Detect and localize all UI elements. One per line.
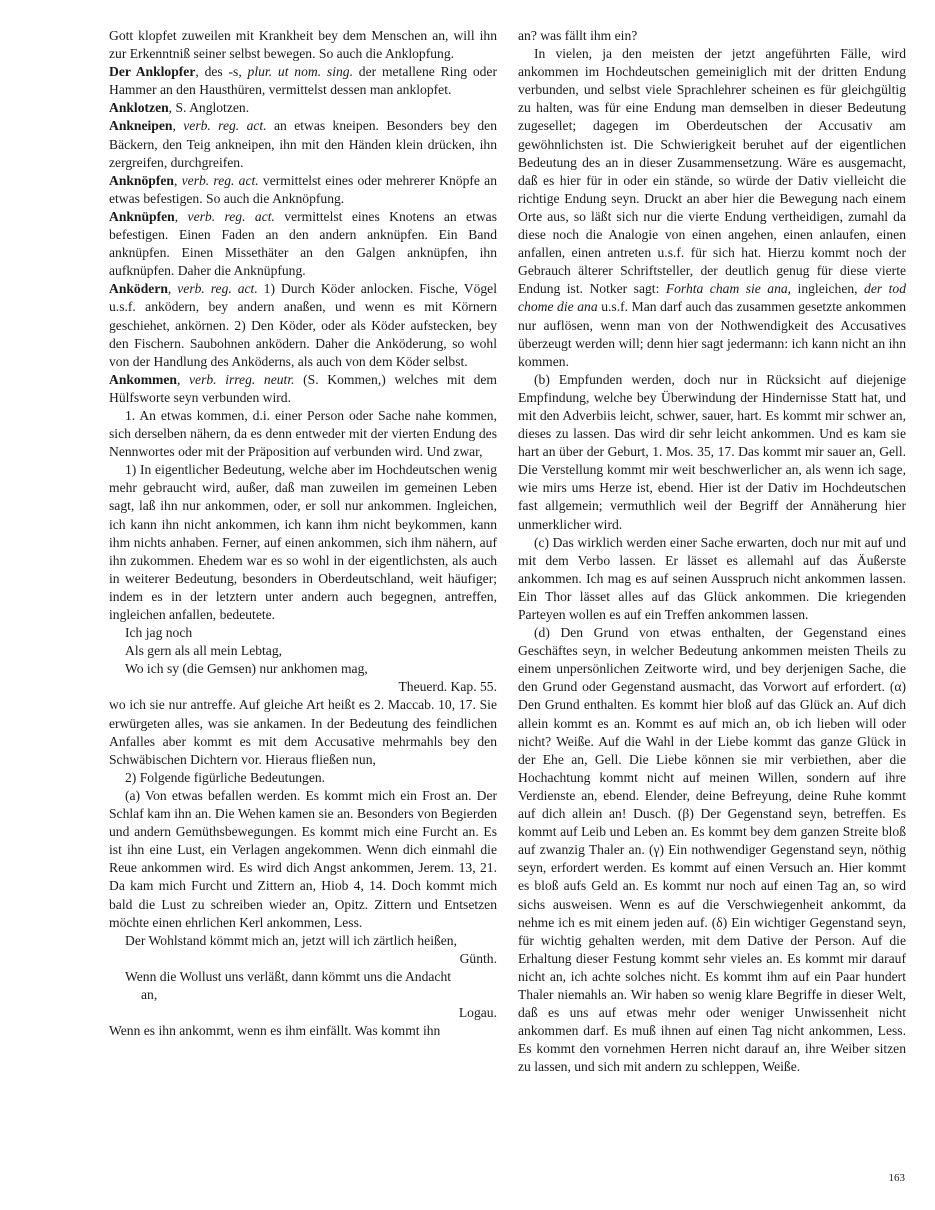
verse-line: Der Wohlstand kömmt mich an, jetzt will ich zärtlich heißen, xyxy=(125,932,457,948)
paragraph: In vielen, ja den meisten der jetzt angeführten Fälle, wird ankommen im Hochdeutschen gemeiniglich mit der dritten Endung verbunden, und selbst viele Sprachlehrer scheinen es für gleichgültig zu halten, was für eine Endung man demselben in dieser Bedeutung zugesellet; dagegen im Oberdeutschen der Accusativ am gewöhnlichsten ist. Die Schwierigkeit beruhet auf der eigentlichen Bedeutung des an in dieser Zusammensetzung. Wäre es ausgemacht, daß es hier für in oder ein stände, so würde der Dativ vielleicht die richtige Endung seyn. Druckt an aber hier die Bewegung nach einem Orte aus, so läßt sich nur die vierte Endung vertheidigen, zumahl da diese noch die Analogie von einen angehen, einen anlaufen, einen anfallen, einen antreten u.s.f. für sich hat. Hierzu kommt noch der Gebrauch älterer Schriftsteller, der deutlich genug für diese vierte Endung ist. Notker sagt: Forhta cham sie ana, ingleichen, der tod chome die ana u.s.f. Man darf auch das zusammen gesetzte ankommen nur auflösen, wenn man von der Nothwendigkeit des Accusatives überzeugt werden will; denn hier sagt jedermann: ich kann nicht an ihn kommen. xyxy=(518,46,907,369)
entry-ankoepfen: Anknöpfen, verb. reg. act. vermittelst eines oder mehrerer Knöpfe an etwas befestigen. So auch die Anknöpfung. xyxy=(109,172,498,206)
paragraph: (d) Den Grund von etwas enthalten, der Gegenstand eines Geschäftes seyn, in welcher Bedeutung ankommen meisten Theils zu einem unpersönlichen Zeitworte wird, und bey derjenigen Sache, die den Grund oder Gegenstand ausmacht, das Vorwort auf erfordert. (α) Den Grund enthalten. Es kommt hier bloß auf das Glück an. Auf dich allein kommt es an. Kommt es auf mich an, ob ich lieben will oder nicht? Weiße. Auf die Wahl in der Liebe kommt das ganze Glück in der Ehe an, Gell. Die Liebe können sie mir verbiethen, aber die Hochachtung kommt nicht auf meinen Willen, sondern auf ihre Verdienste an, ebend. Elender, deine Befreyung, deine Ruhe kommt auf dich allein an! Dusch. (β) Der Gegenstand seyn, betreffen. Es kommt auf Leib und Leben an. Es kommt bey dem ganzen Streite bloß auf zwanzig Thaler an. (γ) Ein nothwendiger Gegenstand seyn, nöthig seyn, erfordert werden. Es kommt auf einen Versuch an. Hier kommt es bloß aufs Geld an. Es kommt nur noch auf einen Tag an, so wird sichs ausweisen. Wenn es auf die Verschwiegenheit ankommt, da nehme ich es mit einem jeden auf. (δ) Ein wichtiger Gegenstand seyn, für wichtig gehalten werden, mit dem Dative der Person. Auf die Erhaltung dieser Festung kommt sehr vieles an. Es kommt mir darauf nicht an, ich achte solches nicht. Es kommt ihm auf ein Paar hundert Thaler niemahls an. Wir haben so wenig klare Begriffe in dieser Welt, daß es uns auf etwas mehr oder weniger Unwissenheit nicht ankommen darf. Es muß ihnen auf einen Tag nicht ankommen, Less. Es kommt den vornehmen Herren nicht darauf an, ihre Weiber sitzen zu lassen, und sich mit andern zu schleppen, Weiße. xyxy=(518,625,906,1075)
entry-anklotzen: Anklotzen, S. Anglotzen. xyxy=(109,100,250,116)
headword: Ankommen xyxy=(109,371,177,387)
paragraph: 1) In eigentlicher Bedeutung, welche aber im Hochdeutschen wenig mehr gebraucht wird, außer, daß man zuweilen im gemeinen Leben sagt, laß ihn nur ankommen, oder, er soll nur ankommen. Ingleichen, ich kann ihn nicht ankommen, ich kann ihm nicht beykommen, kann ihm nichts anhaben. Ferner, auf einen ankommen, sich ihm nähern, auf ihn zukommen. Ehedem war es so wohl in der eigentlichsten, als auch in weiterer Bedeutung, besonders in Oberdeutschland, weit häufiger; indem es in der letztern unter andern auch begegnen, antreffen, ingleichen anfallen, bedeutete. xyxy=(109,462,497,622)
entry-anklopfen-tail: Gott klopfet zuweilen mit Krankheit bey dem Menschen an, will ihn zur Erkenntniß seiner selbst bewegen. So auch die Anklopfung. xyxy=(109,28,497,62)
headword: Anknöpfen xyxy=(109,172,174,188)
page-number: 163 xyxy=(888,1172,905,1184)
headword: Anknüpfen xyxy=(109,208,175,224)
grammar-note: plur. ut nom. sing. xyxy=(247,64,353,80)
grammar-note: verb. reg. act. xyxy=(181,172,259,188)
entry-ankommen: Ankommen, verb. irreg. neutr. (S. Kommen,) welches mit dem Hülfsworte seyn verbunden wird. xyxy=(109,371,497,405)
verse-line: an, xyxy=(141,986,158,1002)
paragraph: 1. An etwas kommen, d.i. einer Person oder Sache nahe kommen, sich derselben nähern, da es denn entweder mit der vierten Endung des Nennwortes oder mit der Präposition auf verbunden wird. Und zwar, xyxy=(109,407,497,460)
paragraph: 2) Folgende figürliche Bedeutungen. xyxy=(125,769,326,785)
citation-source: Logau. xyxy=(458,1005,497,1021)
citation-source: Theuerd. Kap. 55. xyxy=(398,679,497,695)
verse-line: Wenn die Wollust uns verläßt, dann kömmt uns die Andacht xyxy=(125,968,452,984)
grammar-note: verb. reg. act. xyxy=(183,118,267,134)
headword: Anklotzen xyxy=(109,100,169,116)
verse-line: Wo ich sy (die Gemsen) nur ankhomen mag, xyxy=(125,661,368,677)
citation-source: Günth. xyxy=(459,950,497,966)
entry-anklopfer: Der Anklopfer, des -s, plur. ut nom. sing. der metallene Ring oder Hammer an den Hausthüren, vermittelst dessen man anklopfet. xyxy=(109,64,497,98)
right-column xyxy=(518,27,906,1076)
grammar-note: verb. reg. act. xyxy=(187,208,275,224)
grammar-note: verb. reg. act. xyxy=(177,281,258,297)
entry-ankoedern: Anködern, verb. reg. act. 1) Durch Köder anlocken. Fische, Vögel u.s.f. anködern, bey andern anaßen, und wenn es mit Körnern geschiehet, ankörnen. 2) Den Köder, oder als Köder aufstecken, bey den Fischern. Saubohnen anködern. Daher die Anköderung, so wohl von der Handlung des Anköderns, als auch von dem Köder selbst. xyxy=(109,281,497,369)
left-column xyxy=(109,27,497,1040)
headword: Anködern xyxy=(109,281,168,297)
paragraph: wo ich sie nur antreffe. Auf gleiche Art heißt es 2. Maccab. 10, 17. Sie erwürgeten alles, was sie ankamen. In der Bedeutung des feindlichen Anfalles aber kommt es mit dem Accusative mehrmahls bey den Schwäbischen Dichtern vor. Hieraus fließen nun, xyxy=(109,697,497,767)
paragraph: (b) Empfunden werden, doch nur in Rücksicht auf diejenige Empfindung, welche bey Überwindung der Hindernisse Statt hat, und mit den Adverbiis leicht, schwer, sauer, hart. Es kommt mir schwer an, dieses zu lassen. Das wird dir sehr leicht ankommen. Und es kam sie hart an über der Geburt, 1. Mos. 35, 17. Das kommt mir sauer an, Gell. Die Verstellung kommt mir weit beschwerlicher an, als wenn ich sage, wie mirs ums Herze ist, ebend. Hier ist der Dativ im Hochdeutschen fast allgemein; vermuthlich weil der Begriff der Annäherung hier unmerklicher wird. xyxy=(518,371,906,532)
headword: Ankneipen xyxy=(109,118,173,134)
quote: Forhta cham sie ana, xyxy=(665,281,792,297)
verse-line: Ich jag noch xyxy=(125,625,193,641)
grammar-note: verb. irreg. neutr. xyxy=(189,371,295,387)
entry-anknuepfen: Anknüpfen, verb. reg. act. vermittelst eines Knotens an etwas befestigen. Einen Faden an den andern anknüpfen. Ein Band anknüpfen. Einen Missethäter an den Galgen anknüpfen, ihn aufknüpfen. Daher die Anknüpfung. xyxy=(109,208,498,279)
quote: der tod chome die ana xyxy=(518,281,907,315)
paragraph: Wenn es ihn ankommt, wenn es ihm einfällt. Was kommt ihn xyxy=(109,1023,441,1039)
paragraph: (a) Von etwas befallen werden. Es kommt mich ein Frost an. Der Schlaf kam ihn an. Die Wehen kamen sie an. Besonders von Begierden und andern Gemüthsbewegungen. Es kommt mich eine Furcht an. Es ist ihn eine Lust, ein Verlagen angekommen. Wenn dich einmahl die Reue ankommen wird. Es wird dich Angst ankommen, Jerem. 13, 21. Da kam mich Furcht und Zittern an, Hiob 4, 14. Doch kommt mich bald die Lust zu schreiben wieder an, Opitz. Zittern und Entsetzen möchte einen ehrlichen Kerl ankommen, Less. xyxy=(109,787,497,930)
verse-line: Als gern als all mein Lebtag, xyxy=(125,643,283,659)
entry-ankneipen: Ankneipen, verb. reg. act. an etwas kneipen. Besonders bey den Bäckern, den Teig ankneipen, ihn mit den Händen klein drücken, ihn zergreifen, durchgreifen. xyxy=(109,118,497,170)
paragraph: an? was fällt ihm ein? xyxy=(518,28,638,43)
paragraph: (c) Das wirklich werden einer Sache erwarten, doch nur mit auf und mit dem Verbo lassen. Er lässet es allemahl auf das Äußerste ankommen. Ich mag es auf seinen Ausspruch nicht ankommen lassen. Ein Thor lässet alles auf das Glück ankommen. Die kriegenden Parteyen wollen es auf ein Treffen ankommen lassen. xyxy=(518,534,906,622)
headword: Der Anklopfer xyxy=(109,64,196,80)
